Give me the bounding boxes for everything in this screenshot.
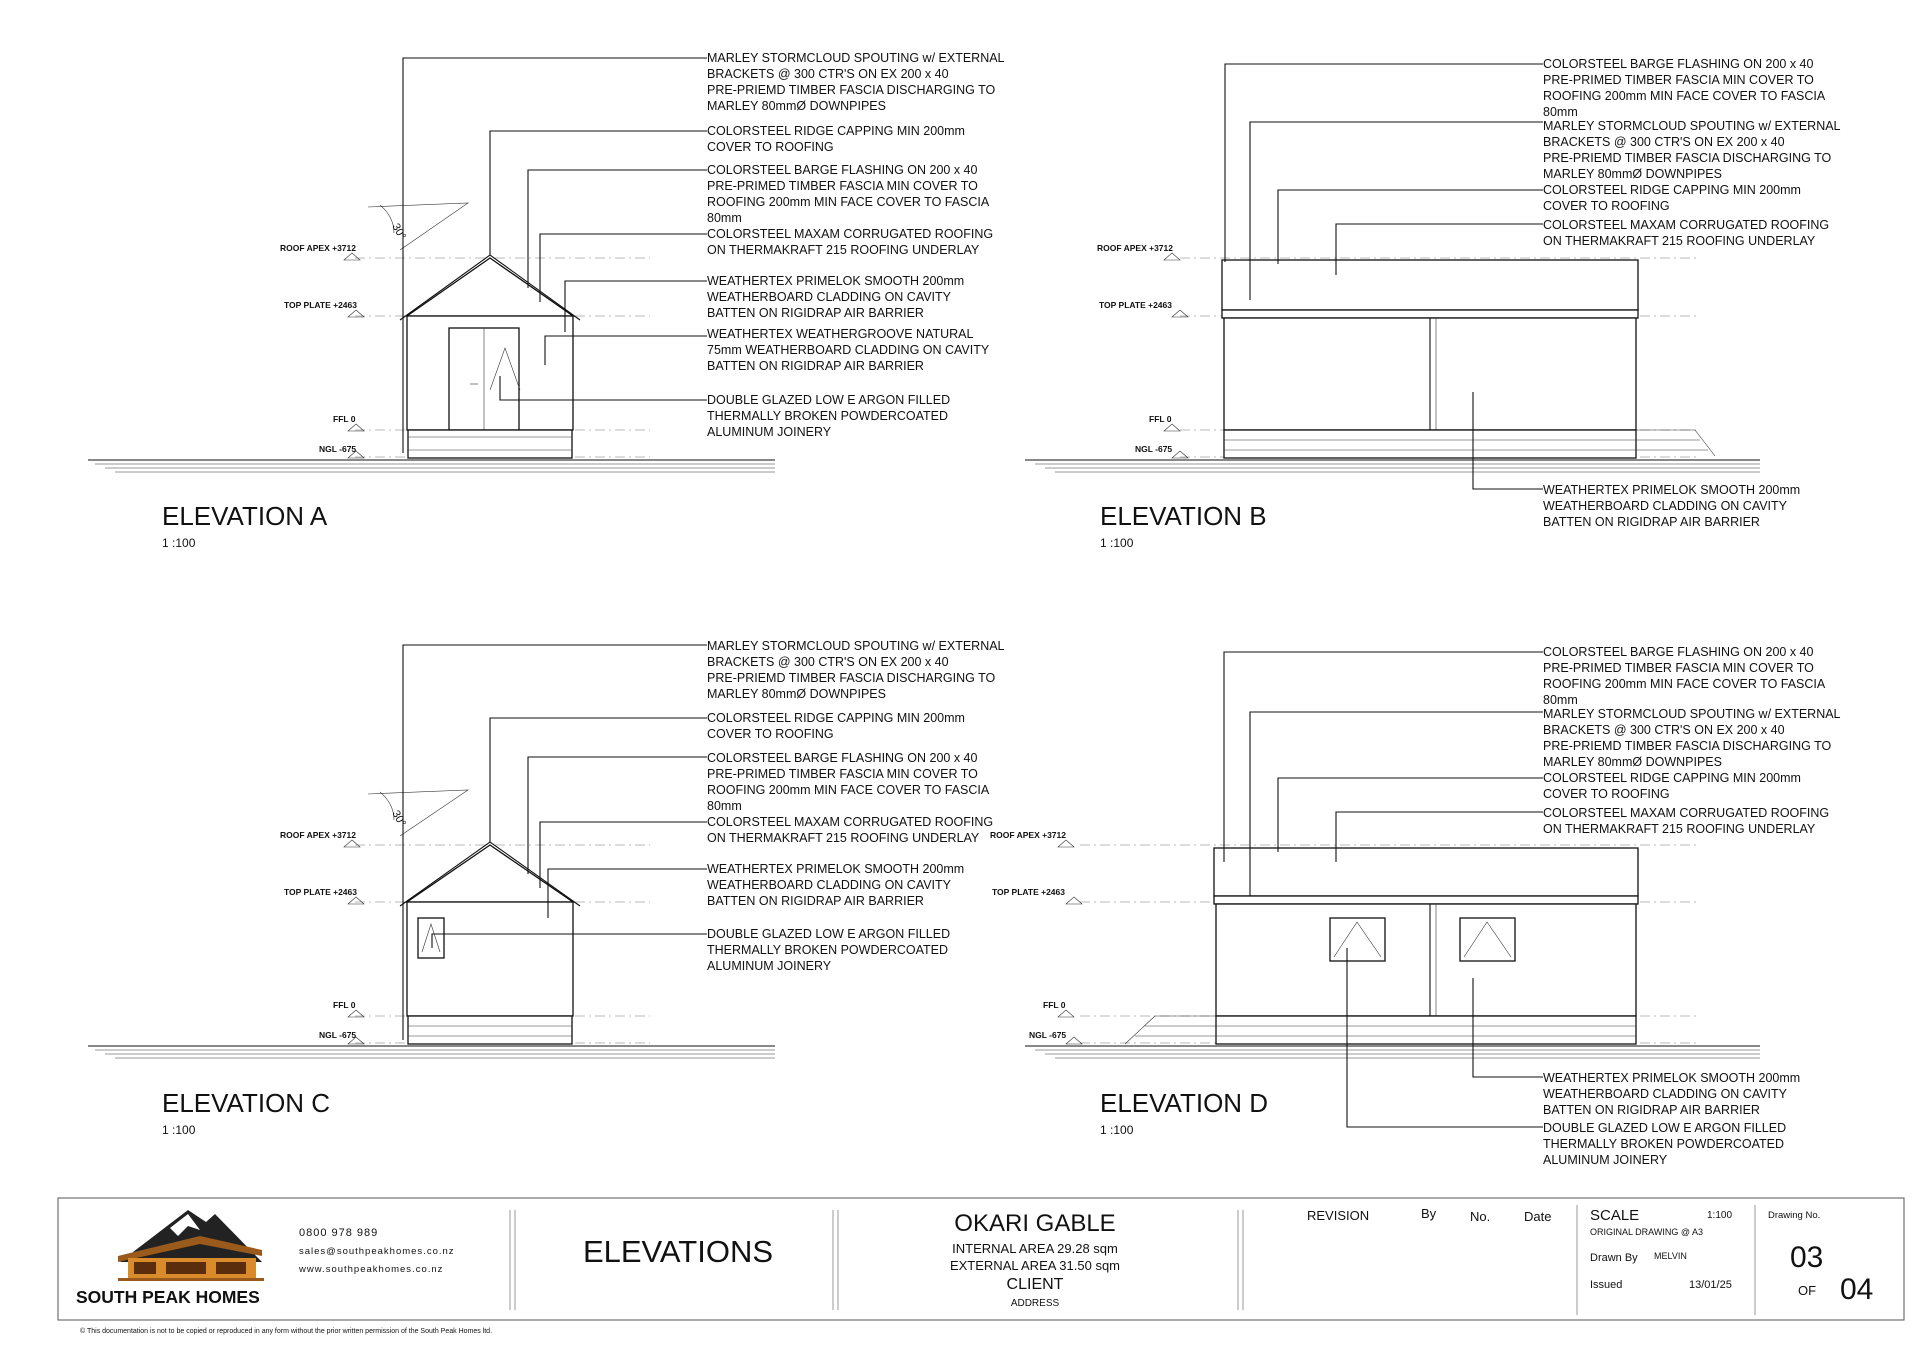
note-barge: COLORSTEEL BARGE FLASHING ON 200 x 40 PRE-PRIMED TIMBER FASCIA MIN COVER TO ROOFING 200mm MIN FACE COVER TO FASCIA 80mm bbox=[1543, 57, 1826, 119]
note-cladding: WEATHERTEX PRIMELOK SMOOTH 200mm WEATHERBOARD CLADDING ON CAVITY BATTEN ON RIGIDRAP AIR BARRIER bbox=[1543, 483, 1801, 529]
note-weathergroove: WEATHERTEX WEATHERGROOVE NATURAL 75mm WEATHERBOARD CLADDING ON CAVITY BATTEN ON RIGIDRAP AIR BARRIER bbox=[707, 327, 990, 373]
note-cladding: WEATHERTEX PRIMELOK SMOOTH 200mm WEATHERBOARD CLADDING ON CAVITY BATTEN ON RIGIDRAP AIR BARRIER bbox=[707, 274, 965, 320]
date-header: Date bbox=[1524, 1209, 1552, 1224]
note-cladding: WEATHERTEX PRIMELOK SMOOTH 200mm WEATHERBOARD CLADDING ON CAVITY BATTEN ON RIGIDRAP AIR BARRIER bbox=[1543, 1071, 1801, 1117]
issued-date: 13/01/25 bbox=[1689, 1279, 1732, 1291]
original-size: ORIGINAL DRAWING @ A3 bbox=[1590, 1227, 1703, 1237]
note-barge: COLORSTEEL BARGE FLASHING ON 200 x 40 PRE-PRIMED TIMBER FASCIA MIN COVER TO ROOFING 200mm MIN FACE COVER TO FASCIA 80mm bbox=[1543, 645, 1826, 707]
level-top-plate: TOP PLATE +2463 bbox=[992, 887, 1065, 897]
view-title: ELEVATION D bbox=[1100, 1088, 1269, 1118]
note-spouting: MARLEY STORMCLOUD SPOUTING w/ EXTERNAL BRACKETS @ 300 CTR'S ON EX 200 x 40 PRE-PRIEMD TIMBER FASCIA DISCHARGING TO MARLEY 80mmØ DOWNPIPES bbox=[1543, 119, 1841, 181]
note-roofing: COLORSTEEL MAXAM CORRUGATED ROOFING ON THERMAKRAFT 215 ROOFING UNDERLAY bbox=[1543, 806, 1830, 836]
scale-label: SCALE bbox=[1590, 1207, 1640, 1224]
note-ridge: COLORSTEEL RIDGE CAPPING MIN 200mm COVER TO ROOFING bbox=[1543, 183, 1801, 213]
address-label: ADDRESS bbox=[1010, 1298, 1060, 1309]
level-ffl: FFL 0 bbox=[333, 1000, 356, 1010]
sheet-title: ELEVATIONS bbox=[582, 1234, 774, 1269]
note-cladding: WEATHERTEX PRIMELOK SMOOTH 200mm WEATHERBOARD CLADDING ON CAVITY BATTEN ON RIGIDRAP AIR BARRIER bbox=[707, 862, 965, 908]
note-ridge: COLORSTEEL RIDGE CAPPING MIN 200mm COVER TO ROOFING bbox=[707, 711, 965, 741]
note-roofing: COLORSTEEL MAXAM CORRUGATED ROOFING ON THERMAKRAFT 215 ROOFING UNDERLAY bbox=[707, 815, 994, 845]
drawn-by-label: Drawn By bbox=[1590, 1252, 1638, 1264]
company-email: sales@southpeakhomes.co.nz bbox=[299, 1246, 455, 1257]
level-ngl: NGL -675 bbox=[1029, 1030, 1067, 1040]
pitch-label: 30° bbox=[389, 808, 409, 829]
note-spouting: MARLEY STORMCLOUD SPOUTING w/ EXTERNAL BRACKETS @ 300 CTR'S ON EX 200 x 40 PRE-PRIEMD TIMBER FASCIA DISCHARGING TO MARLEY 80mmØ DOWNPIPES bbox=[1543, 707, 1841, 769]
note-spouting: MARLEY STORMCLOUD SPOUTING w/ EXTERNAL BRACKETS @ 300 CTR'S ON EX 200 x 40 PRE-PRIEMD TIMBER FASCIA DISCHARGING TO MARLEY 80mmØ DOWNPIPES bbox=[707, 639, 1005, 701]
level-roof-apex: ROOF APEX +3712 bbox=[280, 243, 356, 253]
level-roof-apex: ROOF APEX +3712 bbox=[990, 830, 1066, 840]
scale-value: 1:100 bbox=[1707, 1210, 1733, 1221]
view-title: ELEVATION B bbox=[1100, 501, 1267, 531]
note-ridge: COLORSTEEL RIDGE CAPPING MIN 200mm COVER TO ROOFING bbox=[1543, 771, 1801, 801]
view-title: ELEVATION C bbox=[162, 1088, 331, 1118]
note-ridge: COLORSTEEL RIDGE CAPPING MIN 200mm COVER TO ROOFING bbox=[707, 124, 965, 154]
of-label: OF bbox=[1798, 1283, 1817, 1298]
internal-area: INTERNAL AREA 29.28 sqm bbox=[952, 1241, 1118, 1256]
revision-header: REVISION bbox=[1307, 1208, 1370, 1223]
external-area: EXTERNAL AREA 31.50 sqm bbox=[949, 1258, 1121, 1273]
copyright-note: © This documentation is not to be copied or reproduced in any form without the prior written permission of the South Peak Homes ltd. bbox=[80, 1328, 493, 1335]
note-barge: COLORSTEEL BARGE FLASHING ON 200 x 40 PRE-PRIMED TIMBER FASCIA MIN COVER TO ROOFING 200mm MIN FACE COVER TO FASCIA 80mm bbox=[707, 163, 990, 225]
view-scale: 1 :100 bbox=[1100, 1123, 1134, 1137]
pitch-label: 30° bbox=[389, 221, 409, 242]
client-label: CLIENT bbox=[1006, 1276, 1064, 1293]
company-website: www.southpeakhomes.co.nz bbox=[299, 1264, 444, 1275]
note-spouting: MARLEY STORMCLOUD SPOUTING w/ EXTERNAL BRACKETS @ 300 CTR'S ON EX 200 x 40 PRE-PRIEMD TIMBER FASCIA DISCHARGING TO MARLEY 80mmØ DOWNPIPES bbox=[707, 51, 1005, 113]
level-ffl: FFL 0 bbox=[333, 414, 356, 424]
drawing-no-label: Drawing No. bbox=[1768, 1210, 1821, 1221]
by-header: By bbox=[1421, 1206, 1437, 1221]
sheet-number: 03 bbox=[1790, 1241, 1824, 1274]
level-top-plate: TOP PLATE +2463 bbox=[284, 887, 357, 897]
level-roof-apex: ROOF APEX +3712 bbox=[1097, 243, 1173, 253]
drawn-by-value: MELVIN bbox=[1654, 1251, 1687, 1261]
level-top-plate: TOP PLATE +2463 bbox=[284, 300, 357, 310]
note-barge: COLORSTEEL BARGE FLASHING ON 200 x 40 PRE-PRIMED TIMBER FASCIA MIN COVER TO ROOFING 200mm MIN FACE COVER TO FASCIA 80mm bbox=[707, 751, 990, 813]
level-top-plate: TOP PLATE +2463 bbox=[1099, 300, 1172, 310]
view-scale: 1 :100 bbox=[162, 1123, 196, 1137]
level-ffl: FFL 0 bbox=[1149, 414, 1172, 424]
note-joinery: DOUBLE GLAZED LOW E ARGON FILLED THERMALLY BROKEN POWDERCOATED ALUMINUM JOINERY bbox=[707, 927, 951, 973]
level-roof-apex: ROOF APEX +3712 bbox=[280, 830, 356, 840]
note-roofing: COLORSTEEL MAXAM CORRUGATED ROOFING ON THERMAKRAFT 215 ROOFING UNDERLAY bbox=[707, 227, 994, 257]
level-ffl: FFL 0 bbox=[1043, 1000, 1066, 1010]
company-phone: 0800 978 989 bbox=[299, 1227, 379, 1239]
level-ngl: NGL -675 bbox=[319, 444, 357, 454]
project-name: OKARI GABLE bbox=[954, 1210, 1116, 1237]
view-scale: 1 :100 bbox=[1100, 536, 1134, 550]
issued-label: Issued bbox=[1590, 1279, 1623, 1291]
level-ngl: NGL -675 bbox=[1135, 444, 1173, 454]
view-scale: 1 :100 bbox=[162, 536, 196, 550]
note-joinery: DOUBLE GLAZED LOW E ARGON FILLED THERMALLY BROKEN POWDERCOATED ALUMINUM JOINERY bbox=[1543, 1121, 1787, 1167]
note-joinery: DOUBLE GLAZED LOW E ARGON FILLED THERMALLY BROKEN POWDERCOATED ALUMINUM JOINERY bbox=[707, 393, 951, 439]
view-title: ELEVATION A bbox=[162, 501, 328, 531]
level-ngl: NGL -675 bbox=[319, 1030, 357, 1040]
note-roofing: COLORSTEEL MAXAM CORRUGATED ROOFING ON THERMAKRAFT 215 ROOFING UNDERLAY bbox=[1543, 218, 1830, 248]
no-header: No. bbox=[1470, 1209, 1491, 1224]
company-name: SOUTH PEAK HOMES bbox=[76, 1287, 260, 1307]
sheet-total: 04 bbox=[1840, 1273, 1874, 1306]
